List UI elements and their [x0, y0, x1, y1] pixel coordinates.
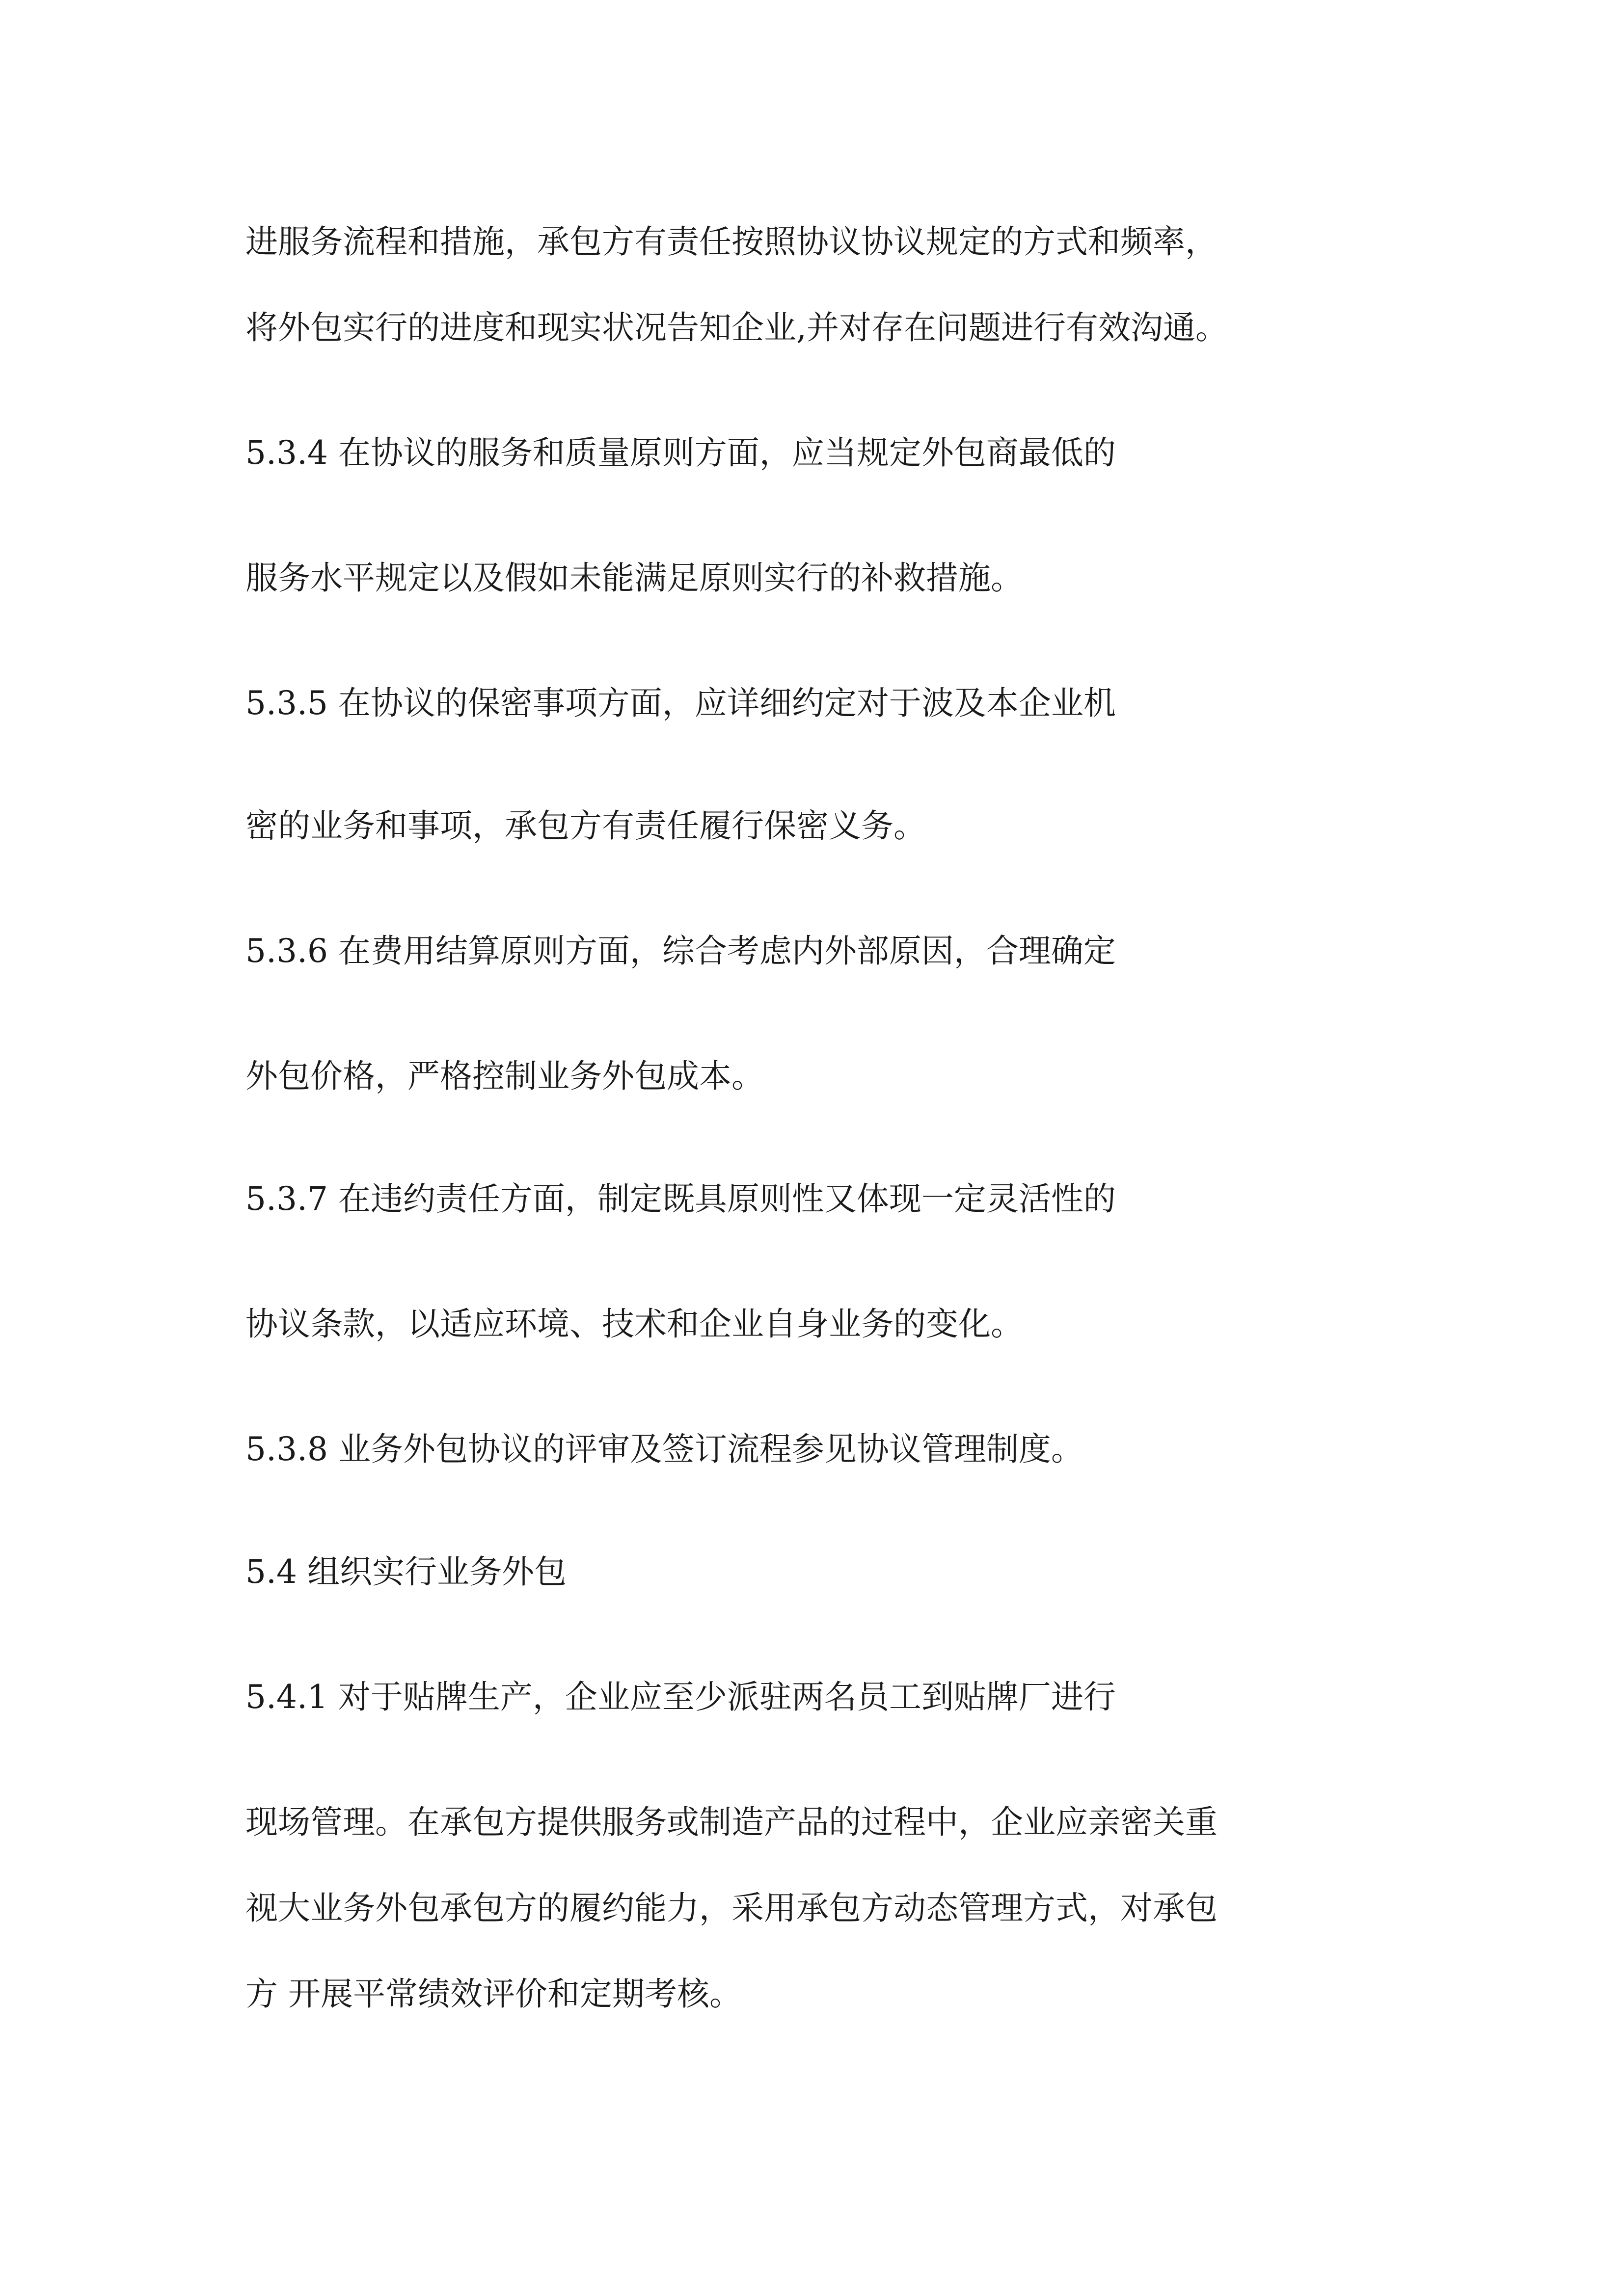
section-5-3-7-line: 5.3.7 在违约责任方面，制定既具原则性又体现一定灵活性的: [245, 1180, 1116, 1218]
section-5-3-5-line: 5.3.5 在协议的保密事项方面，应详细约定对于波及本企业机: [245, 684, 1116, 722]
paragraph-line: 外包价格，严格控制业务外包成本。: [245, 1057, 764, 1095]
section-5-3-4-line: 5.3.4 在协议的服务和质量原则方面，应当规定外包商最低的: [245, 434, 1116, 472]
paragraph-line: 进服务流程和措施，承包方有责任按照协议协议规定的方式和频率，: [245, 223, 1218, 261]
paragraph-line: 密的业务和事项，承包方有责任履行保密义务。: [245, 807, 926, 845]
paragraph-line: 服务水平规定以及假如未能满足原则实行的补救措施。: [245, 559, 1023, 597]
paragraph-line: 视大业务外包承包方的履约能力，采用承包方动态管理方式，对承包: [245, 1889, 1218, 1927]
section-5-3-6-line: 5.3.6 在费用结算原则方面，综合考虑内外部原因，合理确定: [245, 932, 1116, 970]
section-5-4-1-line: 5.4.1 对于贴牌生产，企业应至少派驻两名员工到贴牌厂进行: [245, 1678, 1116, 1716]
paragraph-line: 方 开展平常绩效评价和定期考核。: [245, 1975, 742, 2013]
paragraph-line: 现场管理。在承包方提供服务或制造产品的过程中，企业应亲密关重: [245, 1803, 1218, 1841]
section-5-4-heading: 5.4 组织实行业务外包: [245, 1553, 567, 1591]
paragraph-line: 将外包实行的进度和现实状况告知企业,并对存在问题进行有效沟通。: [245, 309, 1228, 347]
section-5-3-8-line: 5.3.8 业务外包协议的评审及签订流程参见协议管理制度。: [245, 1430, 1083, 1468]
paragraph-line: 协议条款，以适应环境、技术和企业自身业务的变化。: [245, 1305, 1023, 1343]
